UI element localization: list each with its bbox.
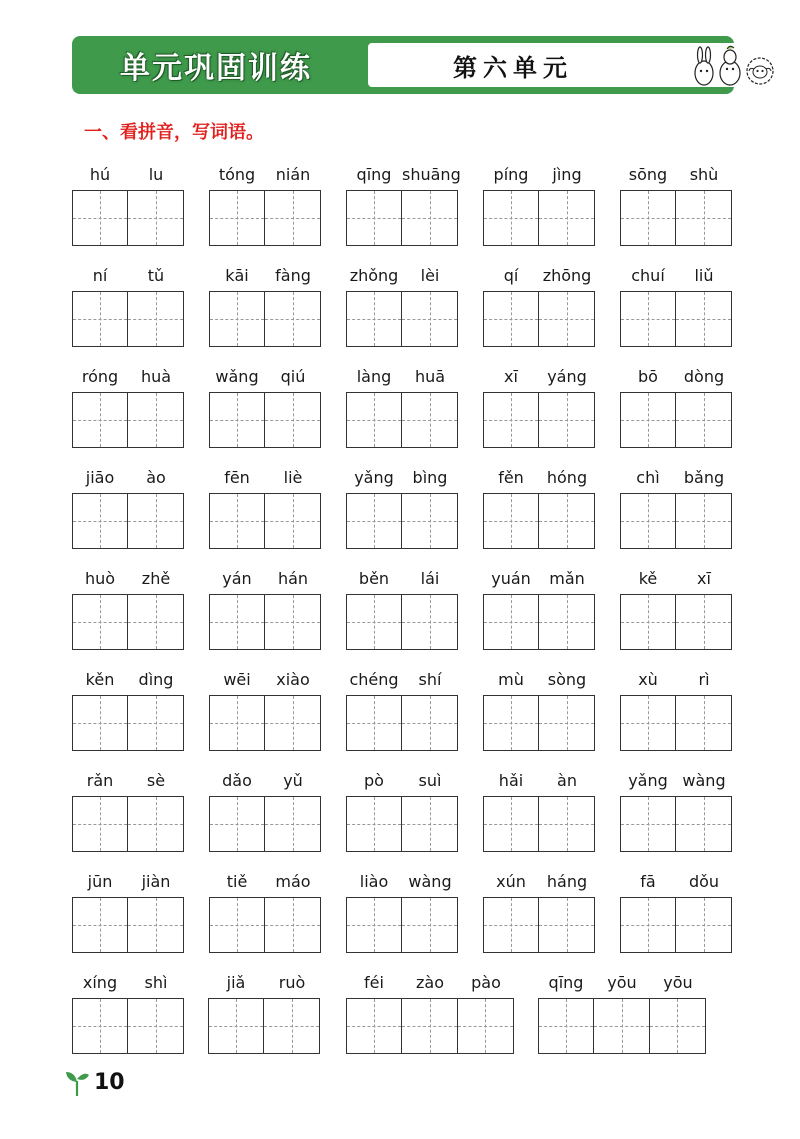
writing-cell[interactable] (73, 292, 128, 346)
writing-cell[interactable] (676, 595, 731, 649)
word-group (346, 263, 458, 353)
writing-cell[interactable] (621, 898, 676, 952)
writing-cell[interactable] (128, 393, 183, 447)
writing-cell[interactable] (210, 494, 265, 548)
writing-boxes (346, 695, 458, 751)
pinyin-label: háng (546, 872, 588, 891)
writing-boxes (208, 998, 320, 1054)
writing-boxes (72, 291, 184, 347)
word-group (483, 869, 595, 959)
writing-cell[interactable] (621, 191, 676, 245)
writing-boxes (620, 695, 732, 751)
pinyin-label: kě (638, 569, 658, 588)
writing-cell[interactable] (650, 999, 705, 1053)
writing-cell[interactable] (128, 595, 183, 649)
writing-cell[interactable] (539, 595, 594, 649)
pinyin-label: bō (638, 367, 658, 386)
writing-cell[interactable] (265, 898, 320, 952)
writing-cell[interactable] (73, 797, 128, 851)
pinyin-label: kěn (85, 670, 115, 689)
writing-cell[interactable] (539, 494, 594, 548)
pinyin-label: yán (222, 569, 252, 588)
writing-boxes (620, 897, 732, 953)
pinyin-label: máo (275, 872, 311, 891)
word-group (209, 263, 321, 353)
pinyin-label: píng (493, 165, 529, 184)
word-row (0, 364, 800, 454)
writing-cell[interactable] (265, 797, 320, 851)
pinyin-label: bìng (412, 468, 448, 487)
writing-boxes (209, 392, 321, 448)
pinyin-label: yáng (547, 367, 587, 386)
writing-cell[interactable] (265, 393, 320, 447)
pinyin-label: yōu (663, 973, 693, 992)
writing-cell[interactable] (210, 292, 265, 346)
pinyin-label: hán (277, 569, 309, 588)
sprout-icon (64, 1067, 90, 1097)
pinyin-label: liào (359, 872, 389, 891)
writing-cell[interactable] (621, 494, 676, 548)
writing-cell[interactable] (402, 595, 457, 649)
writing-boxes (72, 594, 184, 650)
pinyin-label: xún (496, 872, 526, 891)
pinyin-label: wàng (682, 771, 726, 790)
pinyin-label: bǎng (683, 468, 725, 487)
pinyin-label: huà (140, 367, 172, 386)
writing-boxes (620, 392, 732, 448)
word-row (0, 162, 800, 252)
writing-boxes (483, 291, 595, 347)
writing-cell[interactable] (402, 494, 457, 548)
writing-cell[interactable] (128, 292, 183, 346)
word-group (538, 970, 706, 1060)
word-group (72, 768, 184, 858)
word-group (483, 364, 595, 454)
writing-cell[interactable] (210, 696, 265, 750)
pinyin-label: liè (283, 468, 303, 487)
word-group (209, 566, 321, 656)
writing-cell[interactable] (484, 393, 539, 447)
pinyin-label: dìng (138, 670, 174, 689)
word-group (346, 364, 458, 454)
writing-cell[interactable] (402, 191, 457, 245)
pinyin-label: qīng (356, 165, 392, 184)
writing-cell[interactable] (73, 696, 128, 750)
writing-boxes (620, 594, 732, 650)
pinyin-label: hóng (546, 468, 588, 487)
pinyin-label: xī (504, 367, 518, 386)
writing-cell[interactable] (484, 595, 539, 649)
writing-boxes (538, 998, 706, 1054)
writing-cell[interactable] (128, 494, 183, 548)
word-row (0, 768, 800, 858)
word-group (483, 162, 595, 252)
pinyin-label: chì (636, 468, 660, 487)
unit-title-panel (368, 43, 792, 87)
writing-cell[interactable] (676, 393, 731, 447)
pinyin-label: shì (144, 973, 168, 992)
writing-cell[interactable] (484, 797, 539, 851)
banner-title-pill (78, 41, 354, 89)
word-group (620, 364, 732, 454)
word-row (0, 970, 800, 1060)
writing-boxes (620, 493, 732, 549)
word-group (72, 869, 184, 959)
word-group (483, 667, 595, 757)
pinyin-label: ní (92, 266, 108, 285)
pinyin-label: jūn (87, 872, 113, 891)
writing-cell[interactable] (210, 898, 265, 952)
writing-cell[interactable] (402, 797, 457, 851)
page-number: 10 (94, 1069, 125, 1095)
pinyin-label: shuāng (402, 165, 461, 184)
pinyin-label: yǔ (283, 771, 303, 790)
pinyin-label: lèi (420, 266, 440, 285)
pinyin-label: sòng (547, 670, 587, 689)
pinyin-label: pò (364, 771, 384, 790)
word-row (0, 263, 800, 353)
vegetable-characters-icon (690, 45, 780, 87)
pinyin-label: liǔ (694, 266, 714, 285)
word-group (620, 162, 732, 252)
writing-cell[interactable] (347, 494, 402, 548)
pinyin-label: jiàn (141, 872, 171, 891)
pinyin-label: huò (84, 569, 116, 588)
writing-cell[interactable] (539, 696, 594, 750)
writing-cell[interactable] (347, 999, 402, 1053)
writing-boxes (346, 796, 458, 852)
writing-cell[interactable] (210, 393, 265, 447)
writing-boxes (72, 796, 184, 852)
writing-cell[interactable] (621, 292, 676, 346)
writing-boxes (620, 190, 732, 246)
word-group (346, 465, 458, 555)
word-group (346, 162, 461, 252)
word-group (72, 566, 184, 656)
writing-cell[interactable] (676, 191, 731, 245)
pinyin-label: hǎi (498, 771, 524, 790)
writing-cell[interactable] (676, 797, 731, 851)
writing-cell[interactable] (347, 191, 402, 245)
word-group (209, 465, 321, 555)
pinyin-label: mù (498, 670, 524, 689)
writing-boxes (209, 493, 321, 549)
writing-cell[interactable] (73, 494, 128, 548)
pinyin-label: suì (418, 771, 442, 790)
writing-cell[interactable] (539, 999, 594, 1053)
word-group (620, 263, 732, 353)
writing-cell[interactable] (347, 292, 402, 346)
pinyin-label: xù (638, 670, 658, 689)
word-group (209, 768, 321, 858)
writing-cell[interactable] (347, 595, 402, 649)
word-group (209, 667, 321, 757)
pinyin-label: ào (146, 468, 166, 487)
pinyin-label: dǎo (222, 771, 252, 790)
writing-cell[interactable] (676, 292, 731, 346)
writing-cell[interactable] (73, 898, 128, 952)
pinyin-label: jiāo (85, 468, 115, 487)
writing-boxes (72, 493, 184, 549)
writing-cell[interactable] (210, 191, 265, 245)
pinyin-label: pào (471, 973, 501, 992)
pinyin-label: zhě (141, 569, 171, 588)
writing-boxes (72, 897, 184, 953)
writing-cell[interactable] (128, 696, 183, 750)
writing-cell[interactable] (621, 393, 676, 447)
writing-cell[interactable] (265, 595, 320, 649)
writing-cell[interactable] (484, 292, 539, 346)
word-group (209, 869, 321, 959)
writing-cell[interactable] (484, 696, 539, 750)
word-group (346, 667, 458, 757)
pinyin-label: yǎng (354, 468, 394, 487)
writing-cell[interactable] (265, 696, 320, 750)
word-group (483, 768, 595, 858)
word-group (72, 364, 184, 454)
pinyin-label: běn (358, 569, 390, 588)
word-group (483, 465, 595, 555)
pinyin-label: yōu (607, 973, 637, 992)
pinyin-label: tóng (218, 165, 256, 184)
writing-boxes (72, 695, 184, 751)
pinyin-label: yuán (491, 569, 531, 588)
writing-cell[interactable] (210, 595, 265, 649)
writing-boxes (346, 190, 458, 246)
writing-cell[interactable] (73, 999, 128, 1053)
word-group (620, 869, 732, 959)
writing-cell[interactable] (265, 292, 320, 346)
word-group (346, 768, 458, 858)
writing-cell[interactable] (347, 797, 402, 851)
word-group (72, 162, 184, 252)
writing-cell[interactable] (128, 999, 183, 1053)
word-group (72, 970, 184, 1060)
writing-boxes (209, 796, 321, 852)
pinyin-label: xī (697, 569, 711, 588)
pinyin-label: fā (640, 872, 656, 891)
writing-cell[interactable] (402, 292, 457, 346)
pinyin-label: huā (414, 367, 446, 386)
writing-cell[interactable] (539, 191, 594, 245)
unit-header-banner (72, 36, 734, 94)
pinyin-label: sè (146, 771, 166, 790)
writing-cell[interactable] (347, 696, 402, 750)
pinyin-label: dòng (683, 367, 725, 386)
word-row (0, 869, 800, 959)
pinyin-label: dǒu (688, 872, 720, 891)
writing-cell[interactable] (676, 898, 731, 952)
writing-cell[interactable] (539, 292, 594, 346)
writing-boxes (346, 291, 458, 347)
writing-boxes (483, 594, 595, 650)
writing-cell[interactable] (539, 393, 594, 447)
writing-cell[interactable] (210, 797, 265, 851)
writing-cell[interactable] (621, 797, 676, 851)
writing-boxes (209, 897, 321, 953)
pinyin-label: àn (557, 771, 577, 790)
writing-cell[interactable] (539, 898, 594, 952)
writing-cell[interactable] (484, 898, 539, 952)
pinyin-label: féi (364, 973, 384, 992)
word-group (346, 566, 458, 656)
pinyin-label: shí (418, 670, 442, 689)
word-group (620, 465, 732, 555)
pinyin-label: xiào (276, 670, 310, 689)
pinyin-label: zhǒng (349, 266, 399, 285)
unit-title: 第六单元 (453, 53, 573, 82)
pinyin-label: rǎn (86, 771, 114, 790)
banner-title: 单元巩固训练 (120, 51, 312, 86)
writing-boxes (483, 190, 595, 246)
pinyin-label: fàng (275, 266, 311, 285)
writing-cell[interactable] (458, 999, 513, 1053)
pinyin-label: zào (416, 973, 444, 992)
pinyin-label: xíng (82, 973, 118, 992)
writing-cell[interactable] (402, 898, 457, 952)
writing-cell[interactable] (73, 393, 128, 447)
pinyin-label: tǔ (147, 266, 165, 285)
word-row (0, 566, 800, 656)
word-group (483, 263, 595, 353)
writing-cell[interactable] (128, 898, 183, 952)
pinyin-label: jiǎ (226, 973, 246, 992)
pinyin-label: lái (420, 569, 440, 588)
word-group (346, 970, 514, 1060)
writing-cell[interactable] (621, 595, 676, 649)
pinyin-label: shù (689, 165, 719, 184)
word-group (209, 162, 321, 252)
writing-cell[interactable] (676, 696, 731, 750)
pinyin-label: chéng (349, 670, 399, 689)
writing-cell[interactable] (347, 393, 402, 447)
writing-boxes (209, 594, 321, 650)
writing-cell[interactable] (265, 494, 320, 548)
writing-cell[interactable] (676, 494, 731, 548)
writing-boxes (209, 291, 321, 347)
pinyin-label: rì (698, 670, 710, 689)
writing-boxes (346, 998, 514, 1054)
pinyin-label: wēi (223, 670, 251, 689)
writing-cell[interactable] (484, 191, 539, 245)
pinyin-label: fěn (498, 468, 524, 487)
writing-boxes (483, 897, 595, 953)
page-footer (64, 1064, 125, 1100)
pinyin-label: fēn (224, 468, 250, 487)
pinyin-label: kāi (225, 266, 249, 285)
pinyin-label: mǎn (549, 569, 585, 588)
word-group (72, 263, 184, 353)
writing-cell[interactable] (265, 191, 320, 245)
pinyin-label: wǎng (215, 367, 259, 386)
writing-cell[interactable] (594, 999, 649, 1053)
word-group (208, 970, 320, 1060)
pinyin-label: qí (503, 266, 519, 285)
pinyin-label: chuí (631, 266, 665, 285)
word-group (620, 667, 732, 757)
pinyin-label: jìng (552, 165, 582, 184)
word-group (209, 364, 321, 454)
writing-cell[interactable] (484, 494, 539, 548)
writing-cell[interactable] (402, 999, 457, 1053)
word-group (72, 465, 184, 555)
writing-boxes (346, 493, 458, 549)
pinyin-label: tiě (226, 872, 248, 891)
writing-boxes (483, 493, 595, 549)
pinyin-label: wàng (408, 872, 452, 891)
writing-boxes (209, 695, 321, 751)
writing-boxes (346, 594, 458, 650)
word-row (0, 667, 800, 757)
word-group (483, 566, 595, 656)
writing-cell[interactable] (402, 393, 457, 447)
section-title: 一、看拼音，写词语。 (84, 122, 264, 143)
pinyin-label: ruò (278, 973, 306, 992)
writing-cell[interactable] (264, 999, 319, 1053)
writing-cell[interactable] (73, 595, 128, 649)
writing-cell[interactable] (621, 696, 676, 750)
word-group (620, 566, 732, 656)
pinyin-label: qīng (548, 973, 584, 992)
word-group (346, 869, 458, 959)
pinyin-label: yǎng (628, 771, 668, 790)
pinyin-label: lu (148, 165, 164, 184)
writing-cell[interactable] (539, 797, 594, 851)
pinyin-label: làng (356, 367, 392, 386)
writing-cell[interactable] (347, 898, 402, 952)
word-group (72, 667, 184, 757)
pinyin-label: qiú (280, 367, 306, 386)
writing-cell[interactable] (128, 191, 183, 245)
writing-boxes (483, 796, 595, 852)
writing-cell[interactable] (402, 696, 457, 750)
writing-boxes (72, 190, 184, 246)
writing-cell[interactable] (128, 797, 183, 851)
writing-boxes (346, 897, 458, 953)
pinyin-label: zhōng (542, 266, 592, 285)
writing-boxes (620, 291, 732, 347)
writing-boxes (483, 392, 595, 448)
writing-boxes (620, 796, 732, 852)
writing-boxes (483, 695, 595, 751)
writing-cell[interactable] (209, 999, 264, 1053)
word-group (620, 768, 732, 858)
writing-cell[interactable] (73, 191, 128, 245)
writing-boxes (346, 392, 458, 448)
pinyin-label: nián (275, 165, 311, 184)
writing-boxes (209, 190, 321, 246)
word-row (0, 465, 800, 555)
pinyin-label: sōng (628, 165, 668, 184)
pinyin-label: hú (89, 165, 111, 184)
writing-boxes (72, 998, 184, 1054)
writing-boxes (72, 392, 184, 448)
pinyin-label: róng (81, 367, 119, 386)
